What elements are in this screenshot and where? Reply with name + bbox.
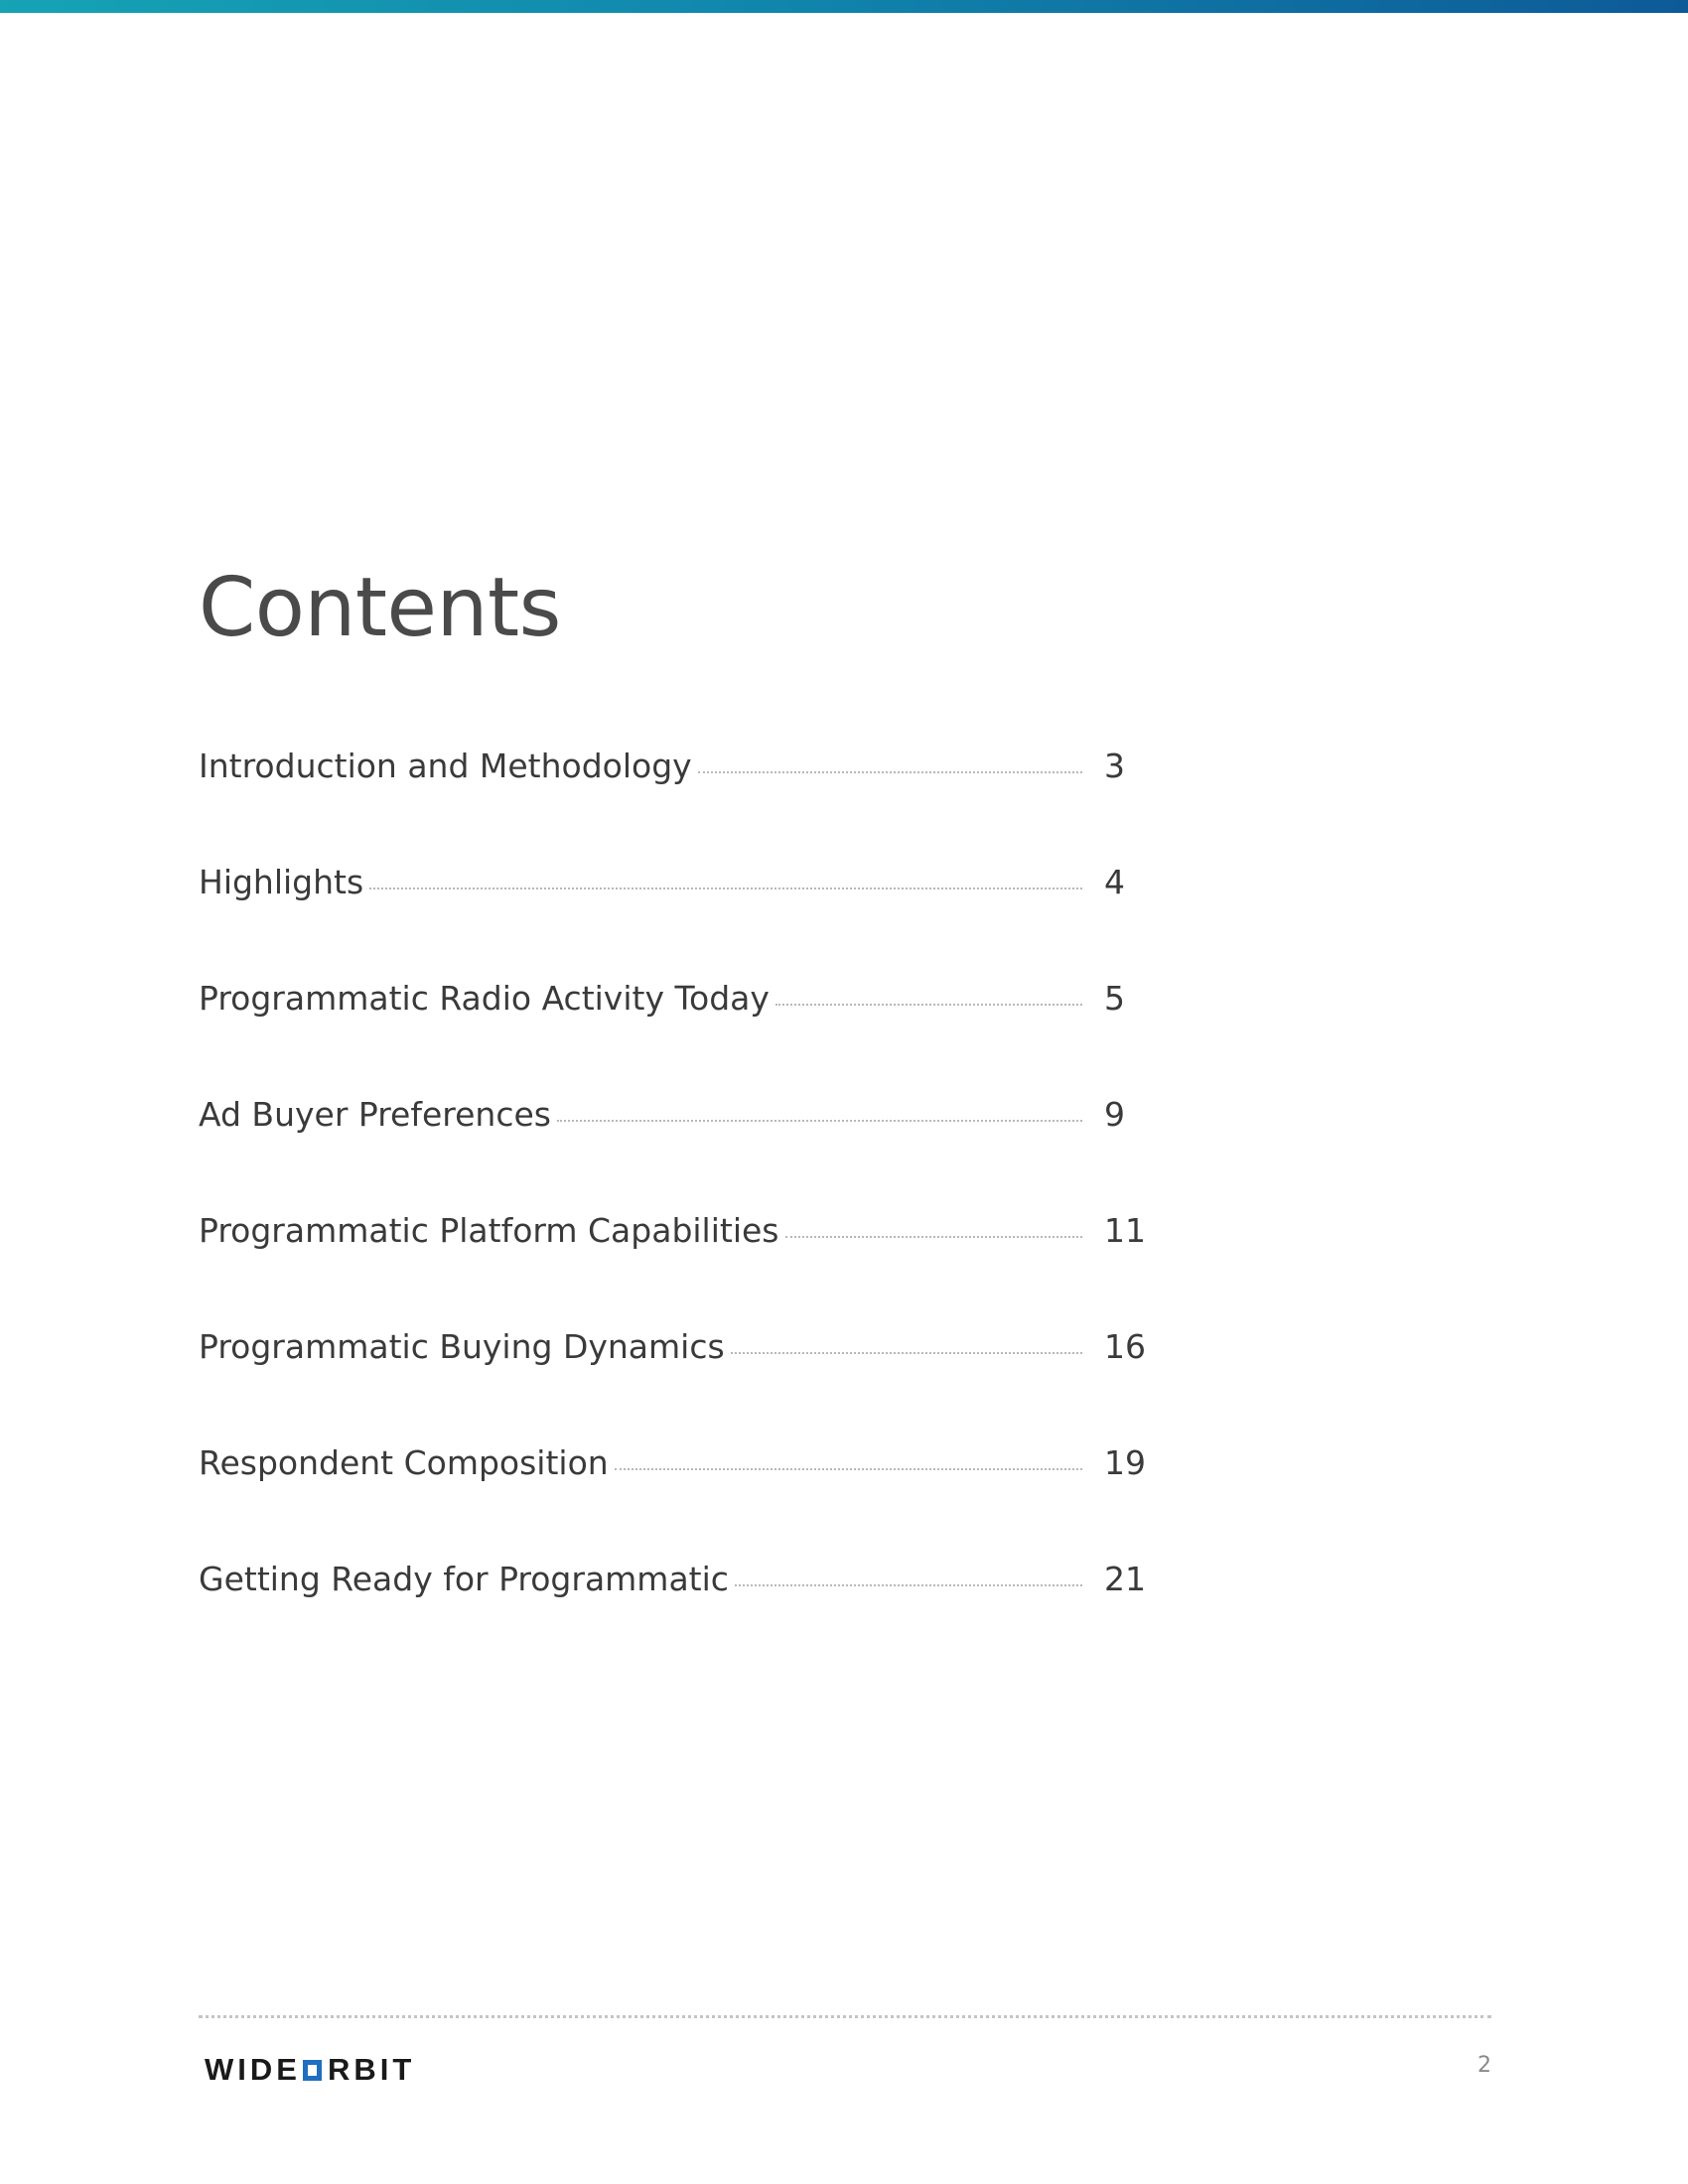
logo-text-right: RBIT	[327, 2052, 416, 2087]
toc-entry-getting-ready[interactable]	[199, 1560, 1192, 1676]
toc-dot-leader	[369, 887, 1082, 889]
footer-divider	[199, 2015, 1491, 2018]
page-number: 2	[1477, 2053, 1491, 2078]
logo-square-o-icon	[303, 2060, 322, 2081]
toc-entry-highlights[interactable]	[199, 863, 1192, 979]
toc-entry-page: 21	[1104, 1560, 1146, 1598]
toc-dot-leader	[731, 1352, 1082, 1354]
toc-entry-page: 5	[1104, 979, 1125, 1018]
toc-dot-leader	[615, 1468, 1082, 1470]
toc-dot-leader	[775, 1004, 1082, 1006]
toc-entry-activity-today[interactable]	[199, 979, 1192, 1095]
toc-entry-platform-capabilities[interactable]	[199, 1211, 1192, 1327]
toc-entry-page: 16	[1104, 1327, 1146, 1366]
toc-dot-leader	[735, 1584, 1082, 1586]
toc-entry-page: 19	[1104, 1443, 1146, 1482]
toc-entry-introduction[interactable]	[199, 747, 1192, 863]
toc-entry-label: Getting Ready for Programmatic	[199, 1560, 729, 1598]
toc-dot-leader	[698, 771, 1082, 773]
table-of-contents	[199, 747, 1192, 1676]
toc-entry-page: 11	[1104, 1211, 1146, 1250]
top-accent-bar	[0, 0, 1688, 13]
toc-entry-label: Introduction and Methodology	[199, 747, 692, 785]
toc-entry-label: Ad Buyer Preferences	[199, 1095, 551, 1134]
toc-dot-leader	[557, 1120, 1082, 1122]
toc-dot-leader	[785, 1236, 1082, 1238]
wideorbit-logo	[205, 2053, 415, 2087]
toc-entry-label: Programmatic Radio Activity Today	[199, 979, 770, 1018]
toc-entry-page: 3	[1104, 747, 1125, 785]
toc-entry-respondent-composition[interactable]	[199, 1443, 1192, 1560]
toc-entry-label: Respondent Composition	[199, 1443, 609, 1482]
page-title: Contents	[199, 561, 561, 655]
toc-entry-label: Programmatic Buying Dynamics	[199, 1327, 725, 1366]
toc-entry-label: Highlights	[199, 863, 364, 901]
toc-entry-label: Programmatic Platform Capabilities	[199, 1211, 779, 1250]
toc-entry-page: 9	[1104, 1095, 1125, 1134]
logo-text-left: WIDE	[205, 2052, 301, 2087]
toc-entry-page: 4	[1104, 863, 1125, 901]
toc-entry-buying-dynamics[interactable]	[199, 1327, 1192, 1443]
toc-entry-ad-buyer-preferences[interactable]	[199, 1095, 1192, 1211]
